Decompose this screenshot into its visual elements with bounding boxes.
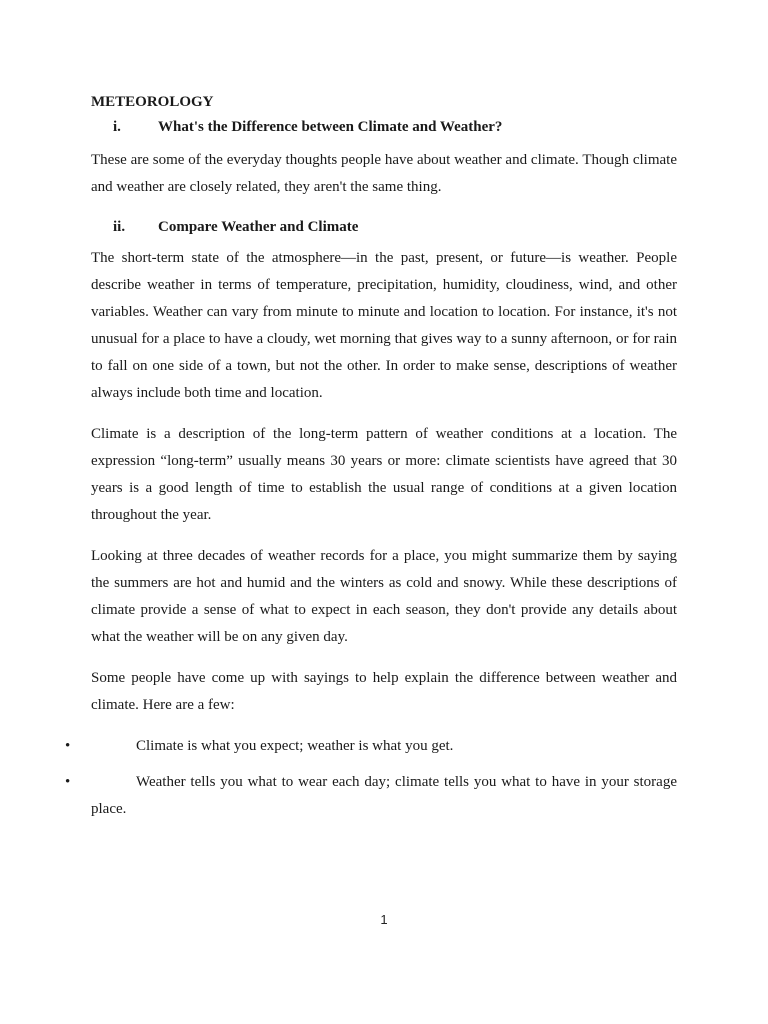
sayings-list xyxy=(65,733,677,823)
bullet-icon: • xyxy=(65,738,71,754)
document-title: METEOROLOGY xyxy=(91,94,214,110)
section-heading-1 xyxy=(91,117,677,137)
list-item xyxy=(65,733,677,760)
section-title-2: Compare Weather and Climate xyxy=(158,219,359,235)
page-number: 1 xyxy=(380,912,388,927)
list-item-text: Weather tells you what to wear each day; climate tells you what to have in your storage place. xyxy=(91,774,677,817)
bullet-icon: • xyxy=(65,774,71,790)
paragraph-climate-definition: Climate is a description of the long-term pattern of weather conditions at a location. The expression “long-term” usually means 30 years or more: climate scientists have agreed that 30 years is a good length of time to establish the usual range of conditions at a given location throughout the year. xyxy=(91,426,677,523)
paragraph-intro: These are some of the everyday thoughts people have about weather and climate. Though climate and weather are closely related, they aren't the same thing. xyxy=(91,152,677,195)
section-number-2: ii. xyxy=(113,219,126,235)
list-item-text: Climate is what you expect; weather is what you get. xyxy=(136,738,454,754)
list-item xyxy=(65,769,677,823)
document-body xyxy=(65,93,677,832)
section-title-1: What's the Difference between Climate and Weather? xyxy=(158,119,503,135)
paragraph-climate-example: Looking at three decades of weather records for a place, you might summarize them by saying the summers are hot and humid and the winters as cold and snowy. While these descriptions of climate provide a sense of what to expect in each season, they don't provide any details about what the weather will be on any given day. xyxy=(91,548,677,645)
section-number-1: i. xyxy=(113,119,121,135)
paragraph-sayings-intro: Some people have come up with sayings to help explain the difference between weather and climate. Here are a few: xyxy=(91,670,677,713)
paragraph-weather-definition: The short-term state of the atmosphere—in the past, present, or future—is weather. People describe weather in terms of temperature, precipitation, humidity, cloudiness, wind, and other variables. Weather can vary from minute to minute and location to location. For instance, it's not unusual for a place to have a cloudy, wet morning that gives way to a sunny afternoon, or for rain to fall on one side of a town, but not the other. In order to make sense, descriptions of weather always include both time and location. xyxy=(91,250,677,401)
section-heading-2 xyxy=(91,217,677,237)
